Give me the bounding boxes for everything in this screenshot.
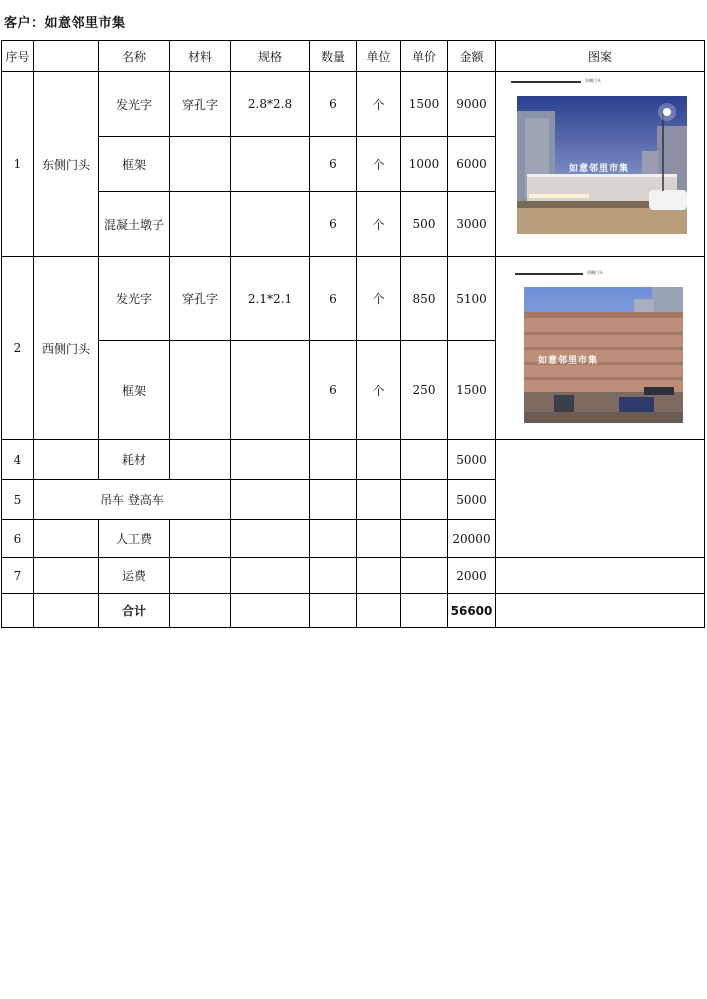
row-unit-price: 850 (401, 257, 448, 341)
row-quantity: 6 (310, 341, 357, 440)
customer-title: 客户：如意邻里市集 (4, 16, 126, 31)
header-unit: 单位 (357, 41, 401, 72)
row-material (170, 440, 231, 480)
row-unit-price (401, 480, 448, 520)
row-spec (231, 137, 310, 192)
west-gate-photo (524, 287, 683, 423)
row-spec (231, 192, 310, 257)
table-row (2, 440, 705, 480)
total-row (2, 594, 705, 628)
row-amount: 2000 (448, 558, 496, 594)
row-image-empty (496, 594, 705, 628)
row-unit: 个 (357, 341, 401, 440)
row-quantity (310, 480, 357, 520)
row-amount: 5100 (448, 257, 496, 341)
row-unit-price: 1500 (401, 72, 448, 137)
row-name: 框架 (99, 137, 170, 192)
row-location: 西侧门头 (34, 257, 99, 440)
row-unit (357, 594, 401, 628)
row-material (170, 558, 231, 594)
header-material: 材料 (170, 41, 231, 72)
row-index: 4 (2, 440, 34, 480)
row-unit: 个 (357, 192, 401, 257)
row-location: 东侧门头 (34, 72, 99, 257)
row-quantity (310, 440, 357, 480)
photo-caption: 西侧门头 (587, 270, 603, 275)
row-amount: 3000 (448, 192, 496, 257)
caption-line (511, 81, 581, 83)
row-material: 穿孔字 (170, 257, 231, 341)
row-quantity (310, 558, 357, 594)
row-spec (231, 520, 310, 558)
row-location (34, 558, 99, 594)
header-location (34, 41, 99, 72)
row-location (34, 520, 99, 558)
row-name: 耗材 (99, 440, 170, 480)
row-index: 5 (2, 480, 34, 520)
photo-caption: 东侧门头 (585, 78, 601, 83)
row-index: 6 (2, 520, 34, 558)
row-image-empty (496, 558, 705, 594)
row-index: 2 (2, 257, 34, 440)
table-row (2, 257, 705, 341)
row-spec (231, 558, 310, 594)
row-material (170, 594, 231, 628)
row-unit-price: 500 (401, 192, 448, 257)
row-unit-price (401, 558, 448, 594)
row-spec: 2.8*2.8 (231, 72, 310, 137)
row-amount: 1500 (448, 341, 496, 440)
row-location (34, 594, 99, 628)
east-gate-photo-cell (496, 72, 705, 257)
header-quantity: 数量 (310, 41, 357, 72)
row-quantity: 6 (310, 257, 357, 341)
row-unit (357, 440, 401, 480)
row-spec (231, 480, 310, 520)
row-amount: 6000 (448, 137, 496, 192)
east-gate-photo (517, 96, 687, 234)
header-spec: 规格 (231, 41, 310, 72)
total-amount: 56600 (448, 594, 496, 628)
row-unit-price (401, 440, 448, 480)
header-index: 序号 (2, 41, 34, 72)
row-quantity: 6 (310, 192, 357, 257)
total-label: 合计 (99, 594, 170, 628)
sign-text: 如意邻里市集 (538, 356, 599, 366)
row-material (170, 192, 231, 257)
row-name: 吊车 登高车 (34, 480, 231, 520)
row-unit (357, 520, 401, 558)
row-unit: 个 (357, 257, 401, 341)
table-row (2, 72, 705, 137)
quote-table (1, 40, 705, 628)
row-unit: 个 (357, 72, 401, 137)
header-image: 图案 (496, 41, 705, 72)
row-name: 人工费 (99, 520, 170, 558)
row-quantity: 6 (310, 137, 357, 192)
row-quantity (310, 594, 357, 628)
row-unit-price (401, 520, 448, 558)
row-unit (357, 480, 401, 520)
row-unit-price (401, 594, 448, 628)
header-amount: 金额 (448, 41, 496, 72)
row-quantity: 6 (310, 72, 357, 137)
row-unit-price: 250 (401, 341, 448, 440)
header-name: 名称 (99, 41, 170, 72)
row-quantity (310, 520, 357, 558)
west-gate-photo-cell (496, 257, 705, 440)
row-spec (231, 341, 310, 440)
table-row (2, 558, 705, 594)
row-image-empty (496, 440, 705, 558)
row-location (34, 440, 99, 480)
row-unit: 个 (357, 137, 401, 192)
row-index (2, 594, 34, 628)
header-row (2, 41, 705, 72)
row-name: 发光字 (99, 257, 170, 341)
row-spec: 2.1*2.1 (231, 257, 310, 341)
row-material (170, 520, 231, 558)
row-spec (231, 594, 310, 628)
row-name: 框架 (99, 341, 170, 440)
row-material: 穿孔字 (170, 72, 231, 137)
row-unit-price: 1000 (401, 137, 448, 192)
row-amount: 20000 (448, 520, 496, 558)
row-material (170, 137, 231, 192)
row-index: 7 (2, 558, 34, 594)
row-amount: 5000 (448, 480, 496, 520)
row-name: 发光字 (99, 72, 170, 137)
header-unit-price: 单价 (401, 41, 448, 72)
row-material (170, 341, 231, 440)
row-unit (357, 558, 401, 594)
row-amount: 5000 (448, 440, 496, 480)
sign-text: 如意邻里市集 (569, 164, 630, 174)
caption-line (515, 273, 583, 275)
row-name: 混凝土墩子 (99, 192, 170, 257)
row-name: 运费 (99, 558, 170, 594)
row-index: 1 (2, 72, 34, 257)
row-spec (231, 440, 310, 480)
row-amount: 9000 (448, 72, 496, 137)
